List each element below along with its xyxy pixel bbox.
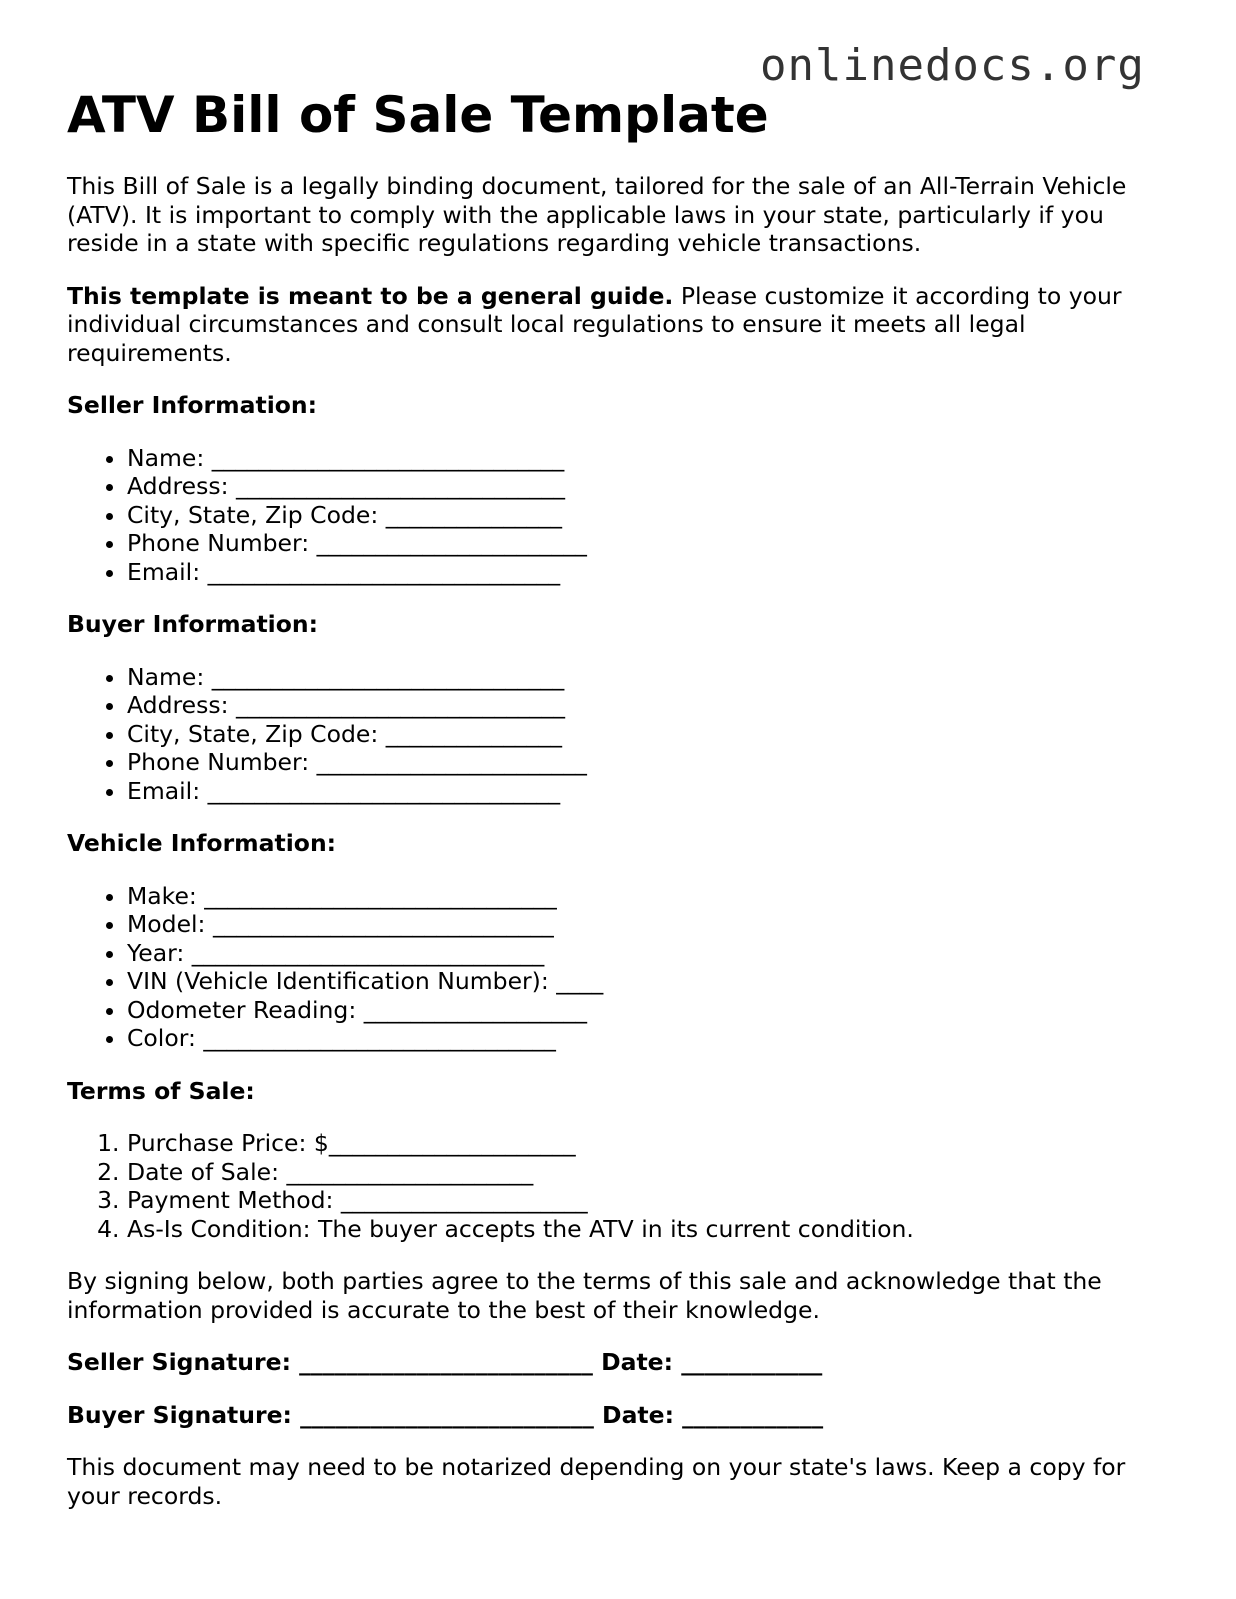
seller-heading: Seller Information: bbox=[67, 391, 318, 419]
vehicle-make-field: • Make: ______________________________ bbox=[127, 882, 1177, 911]
intro-paragraph: This Bill of Sale is a legally binding document, tailored for the sale of an All-Terrain Vehicle (ATV). It is important to comply with the applicable laws in your state, particularly if you reside in a state with specific regulations regarding vehicle transactions. bbox=[67, 172, 1127, 257]
guide-paragraph bbox=[67, 282, 1177, 368]
vehicle-heading: Vehicle Information: bbox=[67, 829, 337, 857]
seller-city-state-zip-field: • City, State, Zip Code: _______________ bbox=[127, 501, 1177, 530]
buyer-signature-line: Buyer Signature: _________________________ Date: ____________ bbox=[67, 1400, 824, 1429]
date-of-sale-field: 2. Date of Sale: _____________________ bbox=[127, 1158, 1177, 1187]
guide-rest: Please customize it according to your individual circumstances and consult local regulations to ensure it meets all legal requirements. bbox=[67, 281, 1122, 367]
watermark: onlinedocs.org bbox=[760, 40, 1145, 91]
terms-list bbox=[67, 1129, 1177, 1243]
buyer-name-field: • Name: ______________________________ bbox=[127, 663, 1177, 692]
buyer-address-field: • Address: ____________________________ bbox=[127, 691, 1177, 720]
seller-address-field: • Address: ____________________________ bbox=[127, 472, 1177, 501]
buyer-list bbox=[67, 663, 1177, 806]
seller-phone-field: • Phone Number: _______________________ bbox=[127, 529, 1177, 558]
purchase-price-field: 1. Purchase Price: $_____________________ bbox=[127, 1129, 1177, 1158]
seller-signature-line: Seller Signature: _________________________ Date: ____________ bbox=[67, 1348, 823, 1376]
seller-email-field: • Email: ______________________________ bbox=[127, 558, 1177, 587]
guide-bold: This template is meant to be a general guide. bbox=[67, 281, 674, 310]
footer-note: This document may need to be notarized depending on your state's laws. Keep a copy for your records. bbox=[67, 1453, 1126, 1510]
buyer-heading: Buyer Information: bbox=[67, 610, 319, 638]
vehicle-list bbox=[67, 882, 1177, 1053]
seller-list bbox=[67, 444, 1177, 587]
vehicle-model-field: • Model: _____________________________ bbox=[127, 910, 1177, 939]
seller-name-field: • Name: ______________________________ bbox=[127, 444, 1177, 473]
vehicle-odometer-field: • Odometer Reading: ___________________ bbox=[127, 996, 1177, 1025]
payment-method-field: 3. Payment Method: _____________________ bbox=[127, 1186, 1177, 1215]
as-is-condition-item: 4. As-Is Condition: The buyer accepts the ATV in its current condition. bbox=[127, 1215, 1177, 1244]
document-content bbox=[67, 84, 1177, 1510]
terms-heading: Terms of Sale: bbox=[67, 1076, 255, 1105]
buyer-city-state-zip-field: • City, State, Zip Code: _______________ bbox=[127, 720, 1177, 749]
vehicle-year-field: • Year: ______________________________ bbox=[127, 939, 1177, 968]
buyer-phone-field: • Phone Number: _______________________ bbox=[127, 748, 1177, 777]
vehicle-vin-field: • VIN (Vehicle Identification Number): ____ bbox=[127, 967, 1177, 996]
agreement-paragraph: By signing below, both parties agree to the terms of this sale and acknowledge that the information provided is accurate to the best of their knowledge. bbox=[67, 1267, 1102, 1324]
buyer-email-field: • Email: ______________________________ bbox=[127, 777, 1177, 806]
vehicle-color-field: • Color: ______________________________ bbox=[127, 1024, 1177, 1053]
page-title: ATV Bill of Sale Template bbox=[67, 86, 769, 144]
